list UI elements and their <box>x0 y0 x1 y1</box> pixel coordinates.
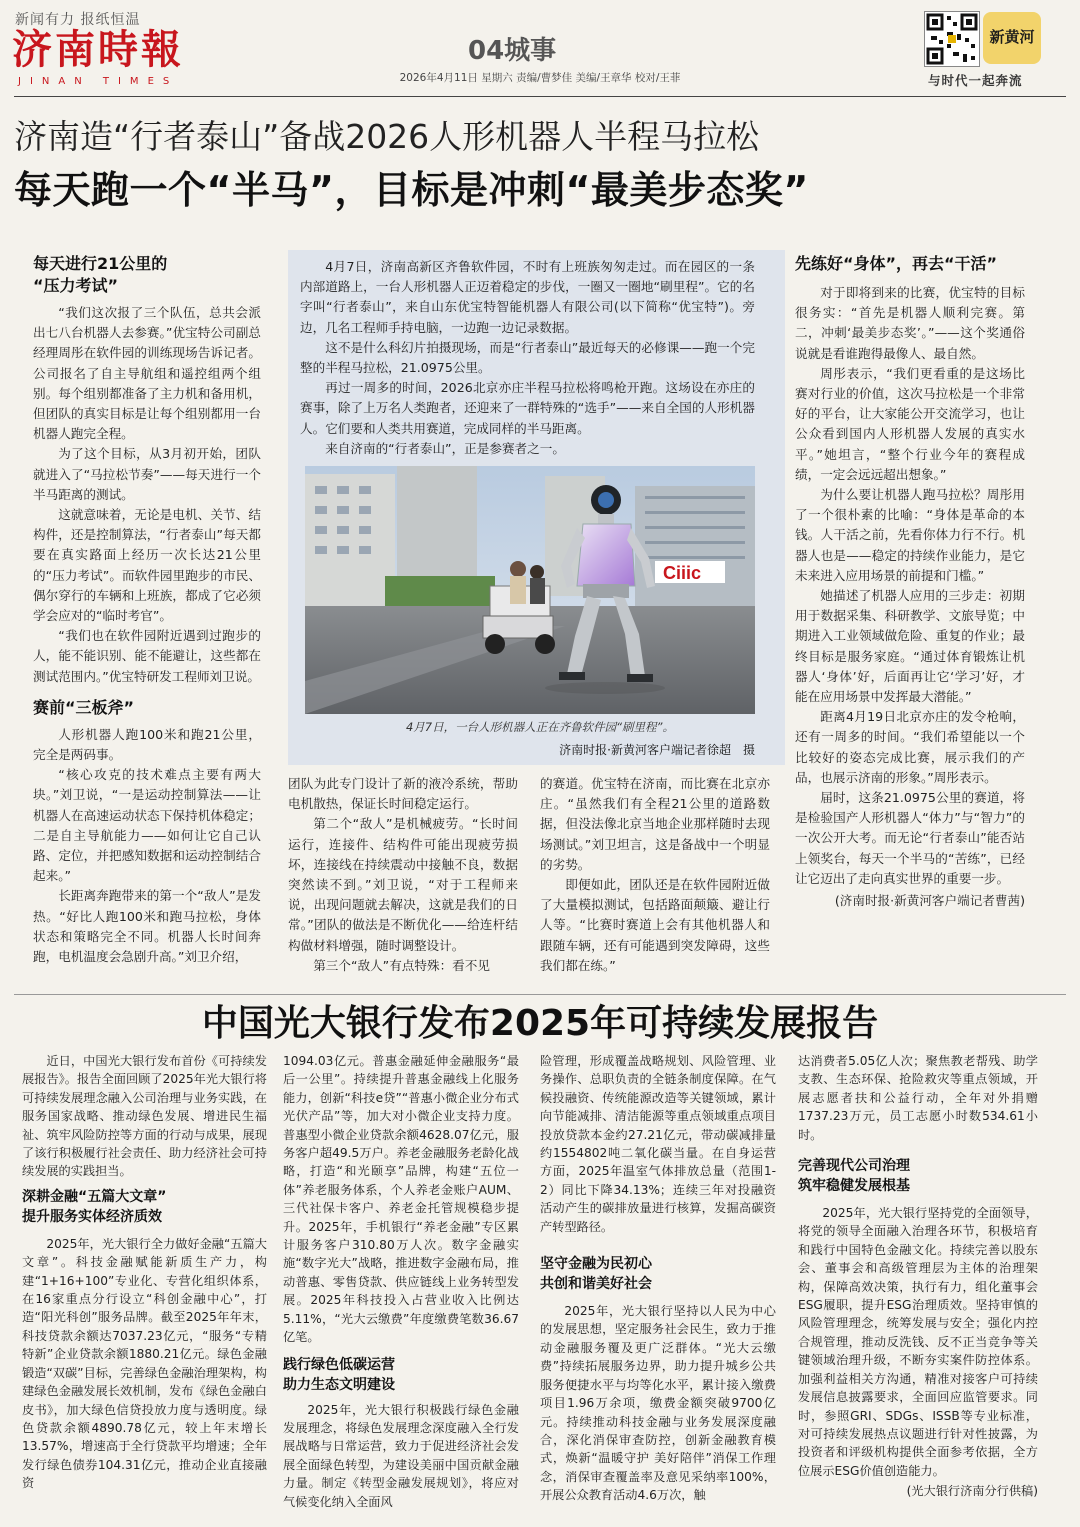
lead-text: 4月7日，济南高新区齐鲁软件园，不时有上班族匆匆走过。而在园区的一条内部道路上，一台人形机器人正迈着稳定的步伐，一圈又一圈地“刷里程”。它的名字叫“行者泰山”，来自山东优宝特智能机器人有限公司(以下简称“优宝特”)。旁边，几名工程师手持电脑，一边跑一边记录数据。 这不是什么科幻片拍摄现场，而是“行者泰山”最近每天的必修课——跑一个完整的半程马拉松，21.0975公里。 再过一周多的时间，2026北京亦庄半程马拉松将鸣枪开跑。这场设在亦庄的赛事，除了上万名人类跑者，还迎来了一群特殊的“选手”——来自全国的人形机器人。它们要和人类共用赛道，完成同样的半马距离。 来自济南的“行者泰山”，正是参赛者之一。 <box>300 259 755 456</box>
subheading-body-first: 先练好“身体”，再去“干活” <box>795 254 998 273</box>
article2-byline: (光大银行济南分行供稿) <box>906 1484 1038 1499</box>
article2-col3 <box>540 1052 776 1505</box>
article2-col4-body2: 2025年，光大银行坚持党的全面领导，将党的领导全面融入治理各环节，积极培育和践行中国特色金融文化。持续完善以股东会、董事会和高级管理层为主体的治理架构，保障高效决策，执行有力，组化董事会ESG履职，提升ESG治理质效。坚持审慎的风险管理理念，统筹发展与安全；强化内控合规管理，推动反洗钱、反不正当竞争等关键领域治理升级，不断夯实案件防控体系。加强利益相关方沟通，精准对接客户可持续发展信息披露要求，全面回应监管要求。同时，参照GRI、SDGs、ISSB等专业标准，对可持续发展热点议题进行针对性披露，为投资者和评级机构提供全面参考依据，全方位展示ESG价值创造能力。 <box>798 1206 1038 1478</box>
photo-credit: 济南时报·新黄河客户端记者徐超 摄 <box>559 743 755 757</box>
section-rule <box>14 994 1066 995</box>
article2-intro: 近日，中国光大银行发布首份《可持续发展报告》。报告全面回顾了2025年光大银行将可持续发展理念融入公司治理与业务实践，在服务国家战略、推动绿色发展、增进民生福祉、筑牢风险防控等方面的行动与成果，展现了该行积极履行社会责任、助力经济社会可持续发展的实践担当。 <box>22 1054 267 1179</box>
col1-body-1: “我们这次报了三个队伍，总共会派出七八台机器人去参赛。”优宝特公司副总经理周彤在软件园的训练现场告诉记者。公司报名了自主导航组和遥控组两个组别。每个组别都准备了主力机和备用机，但团队的真实目标是让每个组别都用一台机器人跑完全程。 为了这个目标，从3月初开始，团队就进入了“马拉松节奏”——每天进行一个半马距离的测试。 这就意味着，无论是电机、关节、结构件，还是控制算法，“行者泰山”每天都要在真实路面上经历一次长达21公里的“压力考试”。而软件园里跑步的市民、偶尔穿行的车辆和上班族，都成了它必须学会应对的“临时考官”。 “我们也在软件园附近遇到过跑步的人，能不能识别、能不能避让，这些都在测试范围内。”优宝特研发工程师刘卫说。 <box>33 305 261 684</box>
article2-col2 <box>283 1052 519 1511</box>
col4-body: 对于即将到来的比赛，优宝特的目标很务实：“首先是机器人顺利完赛。第二，冲刺‘最美步态奖’。”——这个奖通俗说就是看谁跑得最像人、最自然。 周彤表示，“我们更看重的是这场比赛对行业的价值，这次马拉松是一个非常好的平台，让大家能公开交流学习，也让公众看到国内人形机器人发展的真实水平。”她坦言，“整个行业今年的赛程成绩，一定会远远超出想象。” 为什么要让机器人跑马拉松？周彤用了一个很朴素的比喻：“身体是革命的本钱。人干活之前，先看你体力行不行。机器人也是——稳定的持续作业能力，是它未来进入应用场景的前提和门槛。” 她描述了机器人应用的三步走：初期用于数据采集、科研教学、文旅导览；中期进入工业领域做危险、重复的作业；最终目标是服务家庭。“通过体育锻炼让机器人‘身体’好，后面再让它‘学习’好，才能在应用场景中发挥最大潜能。” 距离4月19日北京亦庄的发令枪响，还有一周多的时间。“我们希望能以一个比较好的姿态完成比赛，展示我们的产品，也展示济南的形象。”周彤表示。 届时，这条21.0975公里的赛道，将是检验国产人形机器人“体力”与“智力”的一次公开大考。而无论“行者泰山”能否站上领奖台，每天一个半马的“苦练”，已经让它迈出了走向真实世界的重要一步。 <box>795 285 1025 886</box>
brand-name: 新黄河 <box>989 28 1035 46</box>
article2-col1 <box>22 1052 267 1493</box>
article2-col1-body: 2025年，光大银行全力做好金融“五篇大文章”。科技金融赋能新质生产力，构建“1+16+100”专业化、专营化组织体系，在16家重点分行设立“科创金融中心”，打造“阳光科创”服务品牌。截至2025年年末，科技贷款余额达7037.23亿元，“服务“专精特新”企业贷款余额1880.21亿元。绿色金融锻造“双碳”目标，完善绿色金融治理架构，构建绿色金融发展长效机制，发布《绿色金融白皮书》，加大绿色信贷投放力度与透明度。绿色贷款余额4890.78亿元，较上年末增长13.57%，增速高于全行贷款平均增速；全年发行绿色债券104.31亿元，推动企业直接融资 <box>22 1236 267 1491</box>
masthead-slogan: 新闻有力 报纸恒温 <box>15 12 141 28</box>
article2-headline: 中国光大银行发布2025年可持续发展报告 <box>201 1003 879 1044</box>
article1-col1 <box>33 253 261 967</box>
subheading-pressure-test: 每天进行21公里的 “压力考试” <box>33 254 168 295</box>
dateline: 2026年4月11日 星期六 责编/曹梦佳 美编/王章华 校对/王菲 <box>399 72 681 84</box>
subheading-governance: 完善现代公司治理 筑牢稳健发展根基 <box>798 1158 910 1195</box>
photo-caption: 4月7日，一台人形机器人正在齐鲁软件园“刷里程”。 <box>405 720 675 734</box>
article2-col2-body: 1094.03亿元。普惠金融延伸金融服务“最后一公里”。持续提升普惠金融线上化服务能力，创新“科技e贷”“普惠小微企业分布式光伏产品”等，加大对小微企业支持力度。普惠型小微企业贷款余额4628.07亿元，服务客户超49.5万户。养老金融服务老龄化战略，打造“和光颐享”品牌，构建“五位一体”养老服务体系，个人养老金账户AUM、三代社保卡客户、养老金托管规模稳步提升。2025年，手机银行“养老金融”专区累计服务客户310.80万人次。数字金融实施“数字光大”战略，推进数字金融布局，推动普惠、零售贷款、供应链线上业务转型发展。2025年科技投入占营业收入比例达5.11%，“光大云缴费”年度缴费笔数36.67亿笔。 <box>283 1054 519 1345</box>
article1-col4 <box>795 253 1025 911</box>
main-headline: 每天跑一个“半马”，目标是冲刺“最美步态奖” <box>14 168 809 212</box>
masthead <box>0 0 1080 100</box>
qr-code-icon <box>924 11 980 67</box>
subheading-green-ops: 践行绿色低碳运营 助力生态文明建设 <box>283 1356 395 1393</box>
robot-photo <box>305 466 755 714</box>
article1-col3: 的赛道。优宝特在济南，而比赛在北京亦庄。“虽然我们有全程21公里的道路数据，但没法像北京当地企业那样随时去现场测试。”刘卫坦言，这是备战中一个明显的劣势。 即便如此，团队还是在软件园附近做了大量模拟测试，包括路面颠簸、避让行人等。“比赛时赛道上会有其他机器人和跟随车辆，还有可能遇到突发障碍，这些我们都在练。” <box>540 776 770 973</box>
col1-body-2: 人形机器人跑100米和跑21公里，完全是两码事。 “核心攻克的技术难点主要有两大块。”刘卫说，“一是运动控制算法——让机器人在高速运动状态下保持机体稳定；二是自主导航能力——如何让它自己认路、定位，并把感知数据和运动控制结合起来。” 长距离奔跑带来的第一个“敌人”是发热。“好比人跑100米和跑马拉松，身体状态和策略完全不同。机器人长时间奔跑，电机温度会急剧升高。”刘卫介绍， <box>33 726 261 965</box>
svg-text:Ciiic: Ciiic <box>663 563 702 583</box>
brand-slogan: 与时代一起奔流 <box>928 73 1023 88</box>
article2-col4-body: 达消费者5.05亿人次；聚焦教老帮残、助学支教、生态环保、抢险救灾等重点领域，开展志愿者扶和公益行动，全年对外捐赠1737.23万元，员工志愿小时数534.61小时。 <box>798 1054 1038 1142</box>
brand-logo <box>983 12 1041 64</box>
subheading-three-moves: 赛前“三板斧” <box>33 697 135 717</box>
article2-col3-body: 险管理，形成覆盖战略规划、风险管理、业务操作、总职负责的全链条制度保障。在气候投融资、传统能源改造等关键领域，累计向节能减排、清洁能源等重点领域重点项目投放贷款本金约27.21亿元，带动碳减排量约1554802吨二氧化碳当量。在自身运营方面，2025年温室气体排放总量（范围1-2）同比下降34.13%；连续三年对投融资活动产生的碳排放量进行核算，发掘高碳资产转型路径。 <box>540 1054 776 1234</box>
article1-byline: (济南时报·新黄河客户端记者曹茜) <box>834 893 1025 909</box>
subheading-five-articles: 深耕金融“五篇大文章” 提升服务实体经济质效 <box>22 1188 167 1225</box>
article2-col4 <box>798 1052 1038 1500</box>
article2-col3-body2: 2025年，光大银行坚持以人民为中心的发展思想，坚定服务社会民生，致力于推动金融服务覆及更广泛群体。“光大云缴费”持续拓展服务边界，助力提升城乡公共服务便捷水平与均等化水平，累计接入缴费项目1.96万余项，缴费金额突破9700亿元。持续推动科技金融与业务发展深度融合，深化消保审查防控，创新金融教育模式，焕新“温暖守护 美好陪伴”消保工作理念，消保审查覆盖率及意见采纳率100%，开展公众教育活动4.6万次，触 <box>540 1304 776 1503</box>
subheading-finance-for-people: 坚守金融为民初心 共创和谐美好社会 <box>540 1256 652 1293</box>
article2-col2-body2: 2025年，光大银行积极践行绿色金融发展理念，将绿色发展理念深度融入全行发展战略与日常运营，致力于促进经济社会发展全面绿色转型，为建设美丽中国贡献金融力量。制定《转型金融发展规划》，将应对气候变化纳入全面风 <box>283 1402 519 1509</box>
kicker-headline: 济南造“行者泰山”备战2026人形机器人半程马拉松 <box>14 117 760 156</box>
newspaper-logo: 济南時報 <box>12 26 184 73</box>
logo-pinyin: JINAN TIMES <box>18 76 179 87</box>
page-title: 04城事 <box>468 36 557 66</box>
article1-col2: 团队为此专门设计了新的液冷系统，帮助电机散热，保证长时间稳定运行。 第二个“敌人”是机械疲劳。“长时间运行，连接件、结构件可能出现疲劳损坏，连接线在持续震动中接触不良，数据突然读不到。”刘卫说，“对于工程师来说，出现问题就去解决，这就是我们的日常。”团队的做法是不断优化——给连杆结构做材料增强，随时调整设计。 第三个“敌人”有点特殊：看不见 <box>288 776 518 973</box>
masthead-rule <box>14 96 1066 97</box>
